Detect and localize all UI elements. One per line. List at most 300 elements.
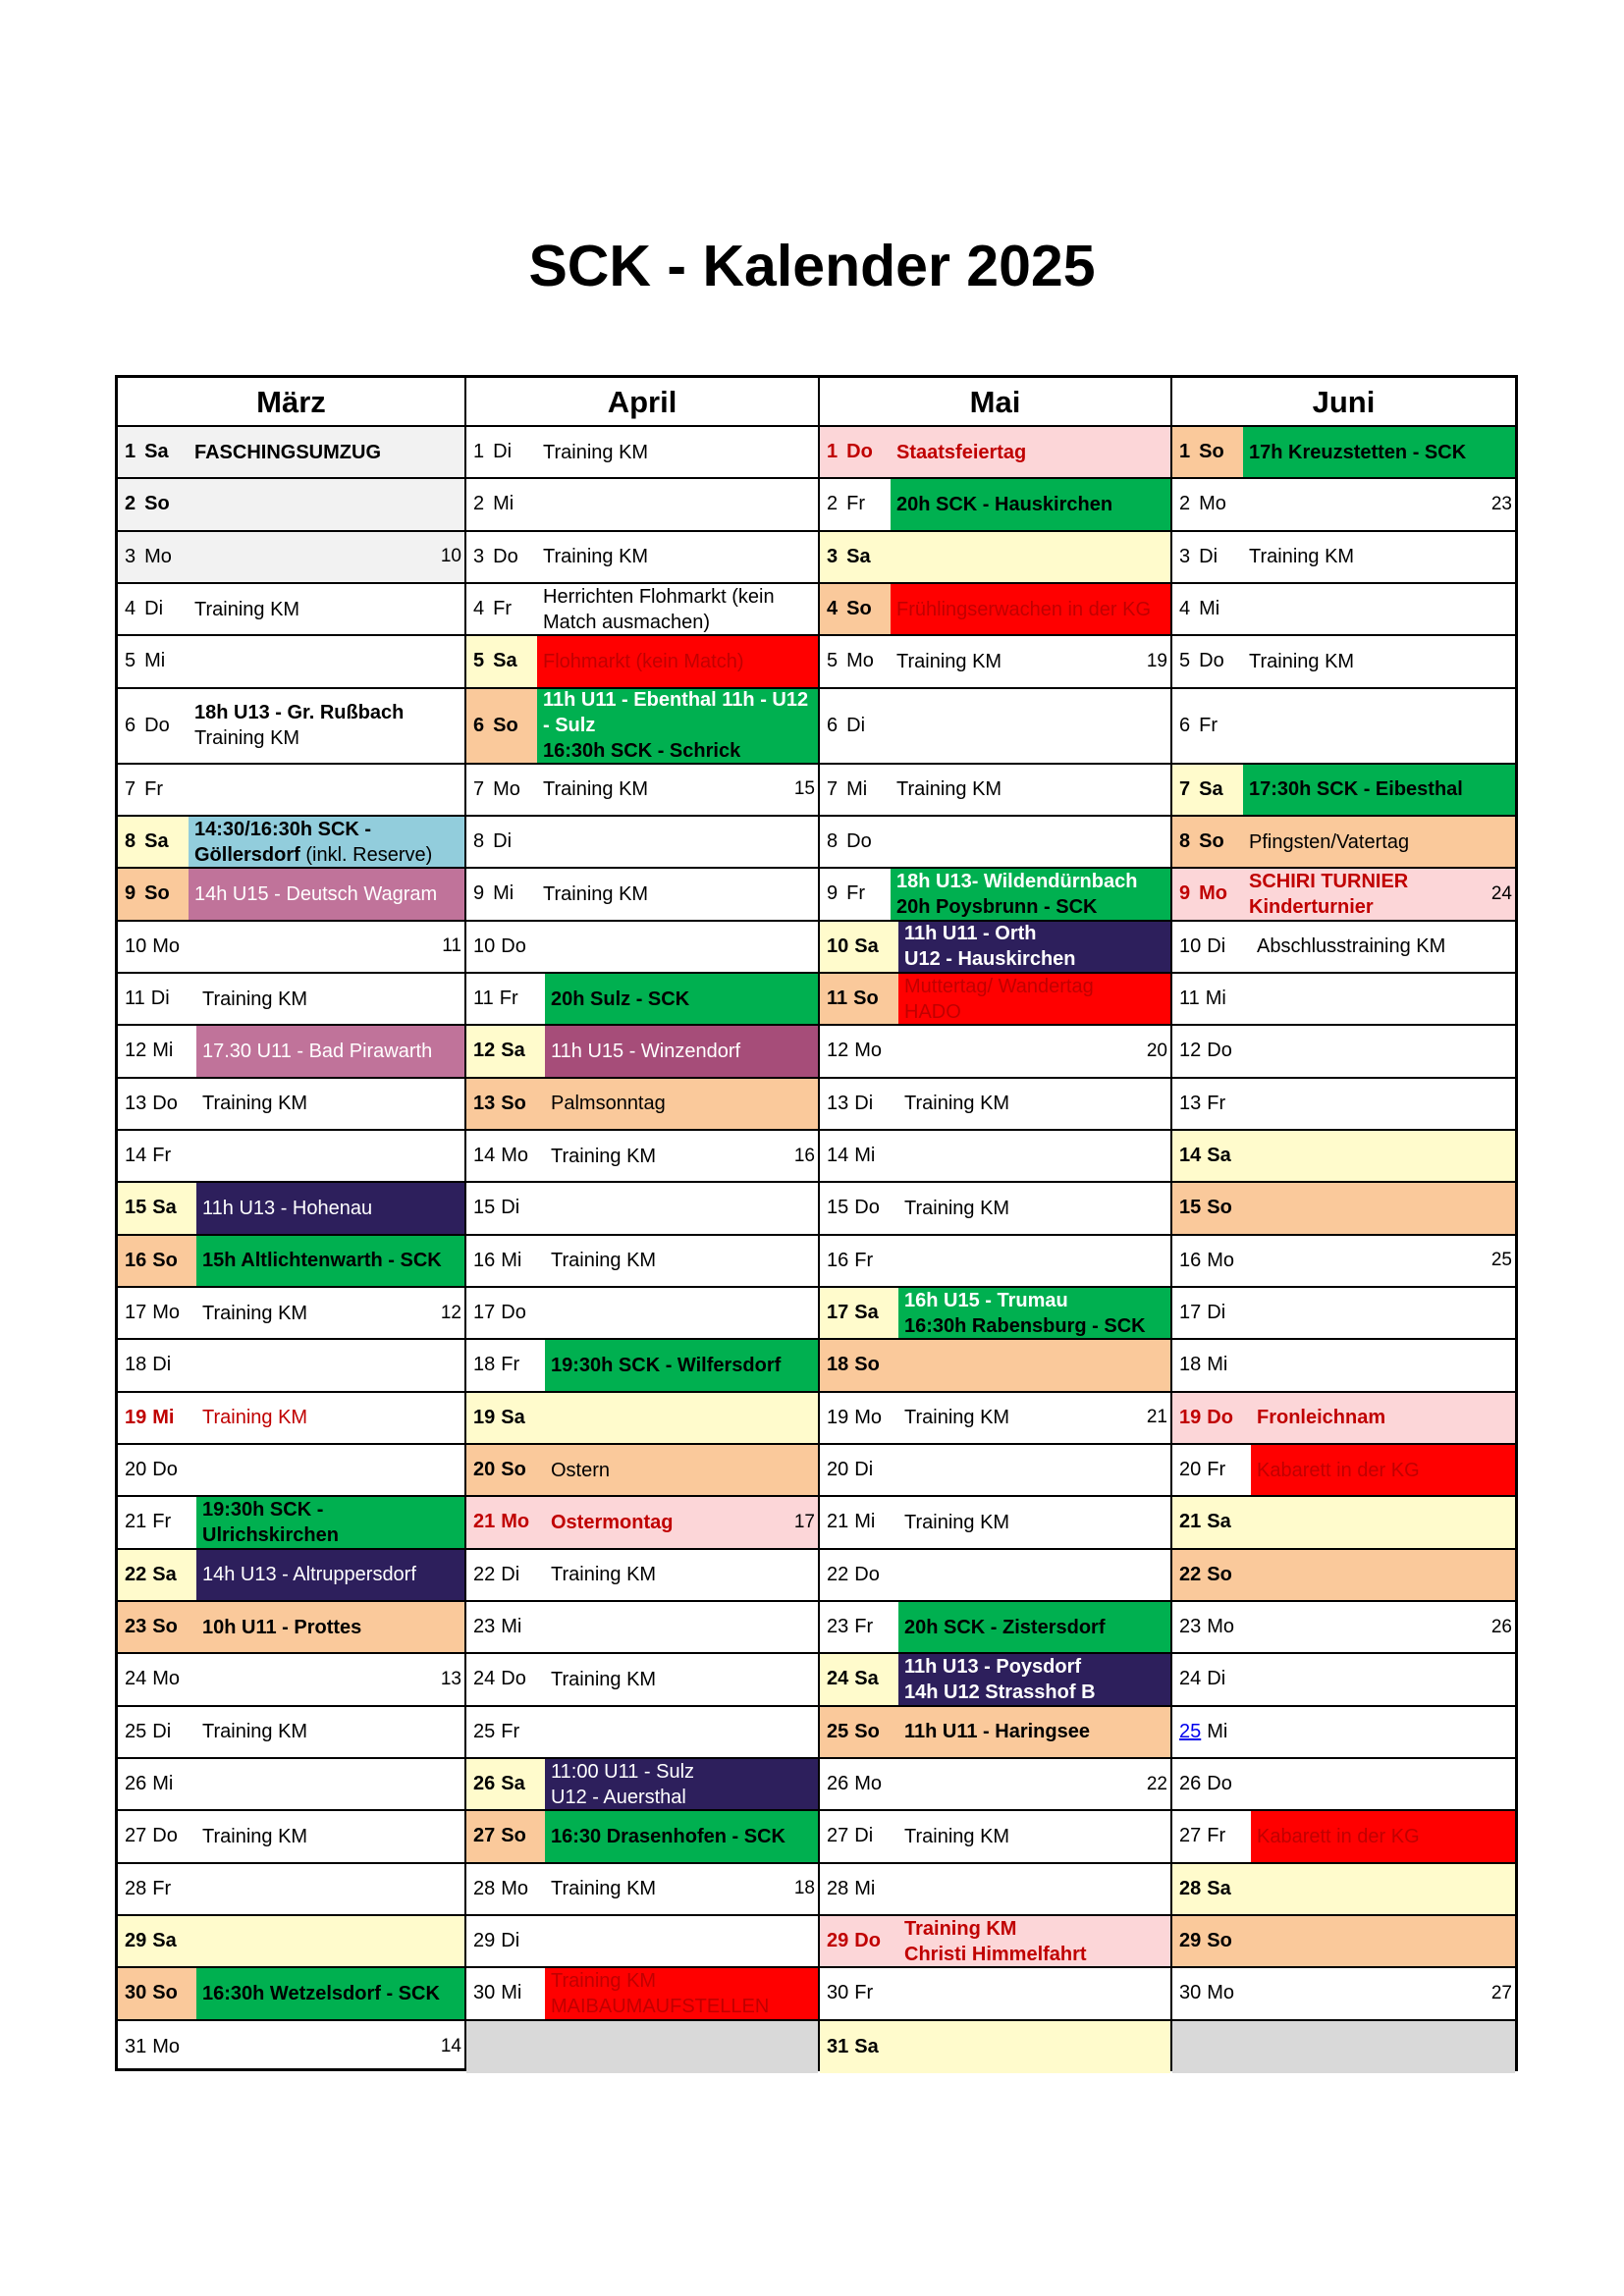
weekday: Di	[1199, 545, 1218, 567]
calendar-day-row	[118, 636, 464, 688]
event-text: Training KM	[543, 882, 649, 905]
event-cell	[545, 1236, 818, 1286]
event-cell	[1251, 1026, 1515, 1076]
day-cell	[466, 1811, 545, 1861]
calendar-day-row	[820, 584, 1170, 636]
day-cell	[466, 479, 537, 529]
calendar-day-row	[820, 869, 1170, 921]
calendar-day-row	[466, 1550, 818, 1602]
weekday: Do	[152, 1092, 178, 1114]
event-text: 20h Sulz - SCK	[551, 988, 690, 1010]
weekday: Mi	[501, 1616, 522, 1638]
calendar-day-row	[820, 427, 1170, 479]
day-cell	[118, 1079, 196, 1129]
weekday: Mi	[152, 1040, 174, 1062]
day-cell	[466, 1340, 545, 1390]
event-cell	[545, 974, 818, 1024]
day-number: 16	[827, 1249, 849, 1271]
day-cell	[1172, 1654, 1251, 1704]
calendar-day-row	[820, 1654, 1170, 1706]
calendar-day-row	[466, 1131, 818, 1183]
event-cell	[196, 1811, 464, 1861]
day-number: 18	[125, 1354, 147, 1376]
day-cell	[118, 1707, 196, 1757]
day-cell	[1172, 1550, 1251, 1600]
day-cell	[820, 1445, 898, 1495]
day-number: 16	[1179, 1249, 1202, 1271]
calendar-day-row	[466, 974, 818, 1026]
day-cell	[466, 1968, 545, 2018]
event-cell	[537, 817, 818, 867]
calendar-day-row	[466, 869, 818, 921]
weekday: Fr	[1207, 1092, 1226, 1114]
week-number: 22	[1146, 1773, 1167, 1794]
calendar-day-row	[1172, 1079, 1515, 1131]
calendar-day-row	[118, 1183, 464, 1235]
day-number: 27	[125, 1825, 147, 1847]
event-cell	[196, 974, 464, 1024]
calendar-day-row	[118, 974, 464, 1026]
day-cell	[1172, 1968, 1251, 2018]
event-cell	[898, 1340, 1170, 1390]
day-number: 3	[125, 545, 136, 567]
weekday: Di	[501, 1197, 520, 1219]
page-title: SCK - Kalender 2025	[528, 234, 1096, 298]
day-number: 17	[125, 1302, 147, 1324]
weekday: Mi	[854, 1511, 876, 1533]
month-header: Juni	[1172, 378, 1515, 427]
day-number: 27	[827, 1825, 849, 1847]
calendar-day-row	[820, 1759, 1170, 1811]
event-text: SCHIRI TURNIER Kinderturnier	[1249, 870, 1409, 918]
weekday: So	[1207, 1197, 1232, 1219]
day-number: 31	[125, 2035, 147, 2057]
weekday: Mo	[1207, 1616, 1235, 1638]
calendar-day-row	[466, 427, 818, 479]
day-cell	[820, 1602, 898, 1652]
weekday: Mo	[152, 934, 181, 957]
day-cell	[466, 1550, 545, 1600]
day-cell	[1172, 1916, 1251, 1966]
calendar-day-row	[118, 427, 464, 479]
day-number: 22	[473, 1563, 496, 1585]
calendar-day-row	[1172, 974, 1515, 1026]
calendar-day-row	[118, 869, 464, 921]
event-text: 16:30 Drasenhofen - SCK	[551, 1825, 785, 1847]
day-number: 19	[125, 1406, 147, 1428]
calendar-day-row	[820, 479, 1170, 531]
event-cell	[898, 1183, 1170, 1233]
day-number: 19	[1179, 1406, 1202, 1428]
day-number: 8	[827, 830, 839, 853]
calendar-day-row	[466, 2021, 818, 2073]
day-number: 20	[827, 1459, 849, 1481]
calendar-day-row	[1172, 1916, 1515, 1968]
event-cell	[545, 1602, 818, 1652]
event-cell	[1251, 1183, 1515, 1233]
calendar-day-row	[1172, 636, 1515, 688]
day-cell	[118, 1340, 196, 1390]
event-cell	[545, 1864, 818, 1914]
day-number: 5	[1179, 650, 1191, 672]
event-text: Training KM	[1249, 650, 1355, 672]
day-number: 13	[1179, 1092, 1202, 1114]
calendar-day-row	[118, 1968, 464, 2020]
day-cell	[1172, 1445, 1251, 1495]
weekday: Fr	[1207, 1459, 1226, 1481]
day-cell	[118, 765, 189, 815]
event-cell	[196, 1759, 464, 1809]
calendar-day-row	[820, 1445, 1170, 1497]
event-cell	[1251, 1236, 1515, 1286]
week-number: 21	[1146, 1407, 1167, 1428]
weekday: Mo	[501, 1877, 529, 1899]
event-text: Training KM	[904, 1197, 1010, 1219]
day-number: 28	[473, 1877, 496, 1899]
week-number: 14	[440, 2036, 461, 2057]
calendar-day-row	[1172, 1393, 1515, 1445]
event-cell	[891, 689, 1170, 763]
calendar-day-row	[820, 974, 1170, 1026]
day-number: 5	[125, 650, 136, 672]
event-cell	[1251, 1811, 1515, 1861]
calendar-day-row	[820, 1811, 1170, 1863]
calendar-day-row	[1172, 1864, 1515, 1916]
weekday: Di	[493, 441, 513, 463]
calendar-day-row	[118, 817, 464, 869]
calendar-day-row	[820, 1340, 1170, 1392]
calendar-day-row	[1172, 1968, 1515, 2020]
calendar-day-row	[820, 2021, 1170, 2073]
day-number: 4	[1179, 598, 1191, 620]
day-number: 10	[1179, 934, 1202, 957]
day-number: 28	[827, 1877, 849, 1899]
calendar-day-row	[1172, 922, 1515, 974]
day-number: 29	[473, 1930, 496, 1952]
calendar-day-row	[820, 1026, 1170, 1078]
weekday: Di	[152, 1720, 172, 1742]
day-cell	[466, 1864, 545, 1914]
calendar-day-row	[1172, 1497, 1515, 1549]
weekday: So	[152, 1982, 178, 2004]
event-cell	[898, 1079, 1170, 1129]
day-cell	[118, 584, 189, 634]
day-number: 27	[1179, 1825, 1202, 1847]
weekday: Mi	[501, 1249, 522, 1271]
day-cell	[1172, 689, 1243, 763]
event-cell	[898, 974, 1170, 1024]
event-cell	[545, 1550, 818, 1600]
event-text: Training KM	[904, 1511, 1010, 1533]
calendar-day-row	[118, 1236, 464, 1288]
calendar-day-row	[820, 1079, 1170, 1131]
day-number: 13	[473, 1092, 496, 1114]
day-number: 18	[473, 1354, 496, 1376]
day-cell	[118, 974, 196, 1024]
event-cell	[196, 922, 464, 972]
event-cell	[545, 1707, 818, 1757]
calendar-day-row	[820, 765, 1170, 817]
day-number: 14	[473, 1145, 496, 1167]
day-number: 21	[827, 1511, 849, 1533]
calendar-day-row	[820, 922, 1170, 974]
day-cell	[820, 532, 891, 582]
weekday: Mo	[501, 1145, 529, 1167]
calendar-day-row	[820, 817, 1170, 869]
weekday: Di	[152, 1354, 172, 1376]
weekday: Mi	[846, 777, 868, 800]
event-text: 20h SCK - Zistersdorf	[904, 1616, 1106, 1638]
weekday: Mo	[1207, 1249, 1235, 1271]
day-cell	[1172, 1131, 1251, 1181]
event-cell	[1251, 1131, 1515, 1181]
day-number: 20	[125, 1459, 147, 1481]
calendar-day-row	[1172, 1288, 1515, 1340]
event-text: Training KM	[551, 1250, 657, 1272]
day-cell	[1172, 1026, 1251, 1076]
day-number: 5	[827, 650, 839, 672]
calendar-day-row	[118, 1811, 464, 1863]
week-number: 12	[440, 1302, 461, 1323]
event-cell	[1243, 869, 1515, 919]
day-cell	[1172, 584, 1243, 634]
event-cell	[1251, 922, 1515, 972]
event-cell	[891, 765, 1170, 815]
calendar-day-row	[1172, 1340, 1515, 1392]
event-text: Flohmarkt (kein Match)	[543, 650, 744, 672]
event-cell	[537, 584, 818, 634]
calendar-day-row	[466, 1288, 818, 1340]
event-cell	[1251, 1497, 1515, 1547]
event-text: Pfingsten/Vatertag	[1249, 830, 1410, 853]
weekday: Di	[493, 830, 513, 853]
event-cell	[196, 1079, 464, 1129]
day-number: 3	[1179, 545, 1191, 567]
day-cell	[1172, 1393, 1251, 1443]
event-cell	[898, 1236, 1170, 1286]
weekday: Mo	[1199, 493, 1226, 515]
calendar-day-row	[466, 636, 818, 688]
weekday: Fr	[854, 1982, 874, 2004]
weekday: Do	[846, 830, 872, 853]
event-text: Abschlusstraining KM	[1257, 935, 1446, 958]
weekday: Mo	[1199, 882, 1228, 905]
day-number: 10	[473, 934, 496, 957]
event-cell	[1251, 1288, 1515, 1338]
day-cell	[1172, 1183, 1251, 1233]
day-cell	[118, 1916, 196, 1966]
event-cell	[545, 1026, 818, 1076]
month-column-4	[1170, 378, 1515, 2068]
day-cell	[820, 1183, 898, 1233]
day-number: 7	[473, 777, 485, 800]
calendar-day-row	[820, 1183, 1170, 1235]
day-number: 27	[473, 1825, 496, 1847]
calendar-day-row	[118, 1654, 464, 1706]
day-cell	[466, 1497, 545, 1547]
weekday: Di	[1207, 1302, 1226, 1324]
day-number[interactable]: 25	[1179, 1720, 1202, 1742]
event-cell	[898, 1497, 1170, 1547]
weekday: Sa	[846, 545, 871, 567]
event-cell	[891, 636, 1170, 686]
day-cell	[118, 1654, 196, 1704]
event-text: Training KM	[904, 1093, 1010, 1115]
event-text: 16:30h Wetzelsdorf - SCK	[202, 1982, 440, 2004]
day-cell	[466, 1445, 545, 1495]
event-cell	[898, 1131, 1170, 1181]
day-number: 9	[1179, 882, 1191, 905]
day-number: 1	[125, 441, 136, 463]
day-number: 6	[1179, 714, 1191, 736]
weekday: Fr	[501, 1720, 520, 1742]
calendar-day-row	[1172, 2021, 1515, 2073]
calendar-day-row	[1172, 532, 1515, 584]
day-number: 4	[125, 598, 136, 620]
day-cell	[118, 1602, 196, 1652]
day-cell	[820, 1497, 898, 1547]
event-text: Training KM	[202, 1721, 308, 1743]
weekday: Sa	[152, 1197, 177, 1219]
event-cell	[898, 1916, 1170, 1966]
weekday: Fr	[493, 598, 513, 620]
calendar-day-row	[1172, 1602, 1515, 1654]
event-text: Training KM	[551, 1668, 657, 1690]
weekday: Mi	[493, 493, 514, 515]
day-cell	[118, 427, 189, 477]
month-header: März	[118, 378, 464, 427]
day-number: 2	[473, 493, 485, 515]
weekday: Do	[501, 1302, 526, 1324]
weekday: Do	[152, 1459, 178, 1481]
weekday: Sa	[152, 1930, 177, 1952]
day-number: 28	[125, 1877, 147, 1899]
day-number: 26	[125, 1773, 147, 1795]
event-cell	[545, 1288, 818, 1338]
day-number: 30	[125, 1982, 147, 2004]
day-number: 21	[473, 1511, 496, 1533]
event-cell	[196, 1654, 464, 1704]
weekday: Mo	[152, 2035, 181, 2057]
calendar-day-row	[118, 1340, 464, 1392]
day-cell	[466, 869, 537, 919]
calendar-day-row	[466, 532, 818, 584]
event-text: 16h U15 - Trumau 16:30h Rabensburg - SCK	[904, 1289, 1146, 1337]
event-text: Training KM	[551, 1145, 657, 1167]
day-cell	[118, 532, 189, 582]
day-number: 12	[827, 1040, 849, 1062]
day-cell	[466, 974, 545, 1024]
weekday: So	[854, 1354, 880, 1376]
calendar-day-row	[1172, 1236, 1515, 1288]
event-text: Training KM	[1249, 546, 1355, 568]
weekday: Mo	[152, 1302, 181, 1324]
day-number: 10	[827, 934, 849, 957]
day-number: 30	[1179, 1982, 1202, 2004]
event-cell	[1251, 1759, 1515, 1809]
day-cell	[118, 1968, 196, 2018]
event-cell	[891, 817, 1170, 867]
day-number: 14	[125, 1145, 147, 1167]
calendar-day-row	[1172, 479, 1515, 531]
event-cell	[196, 1550, 464, 1600]
calendar-day-row	[820, 1288, 1170, 1340]
calendar-day-row	[118, 1707, 464, 1759]
day-number: 30	[827, 1982, 849, 2004]
day-number: 23	[125, 1616, 147, 1638]
event-cell	[898, 1445, 1170, 1495]
day-cell	[118, 1811, 196, 1861]
calendar-day-row	[466, 689, 818, 765]
day-cell	[820, 1393, 898, 1443]
calendar-day-row	[118, 1079, 464, 1131]
calendar-table	[115, 375, 1518, 2071]
day-cell	[820, 1916, 898, 1966]
week-number: 27	[1490, 1982, 1512, 2003]
event-cell	[1251, 1393, 1515, 1443]
day-cell	[118, 1236, 196, 1286]
calendar-day-row	[118, 1445, 464, 1497]
day-number: 28	[1179, 1877, 1202, 1899]
week-number: 17	[793, 1511, 815, 1532]
weekday: Di	[854, 1825, 874, 1847]
day-number: 24	[1179, 1668, 1202, 1690]
event-text: Training KM	[202, 988, 308, 1010]
event-text: 18h U13- Wildendürnbach 20h Poysbrunn - SCK	[896, 870, 1138, 918]
event-text: Ostermontag	[551, 1511, 674, 1533]
weekday: Mi	[854, 1145, 876, 1167]
calendar-day-row	[466, 1183, 818, 1235]
event-text: Kabarett in der KG	[1257, 1825, 1420, 1847]
day-number: 3	[827, 545, 839, 567]
calendar-day-row	[820, 1236, 1170, 1288]
event-cell	[537, 636, 818, 686]
weekday: Do	[854, 1930, 881, 1952]
day-cell	[820, 479, 891, 529]
event-cell	[898, 1968, 1170, 2018]
event-cell	[898, 1811, 1170, 1861]
event-cell	[545, 922, 818, 972]
month-column-2	[464, 378, 818, 2068]
event-text: Training KM	[202, 1302, 308, 1324]
day-number: 11	[125, 988, 145, 1010]
weekday: Do	[846, 441, 873, 463]
week-number: 16	[793, 1145, 815, 1166]
calendar-day-row	[820, 1550, 1170, 1602]
day-cell	[466, 1236, 545, 1286]
event-cell	[196, 1288, 464, 1338]
day-cell	[1172, 1707, 1251, 1757]
weekday: Fr	[152, 1511, 172, 1533]
calendar-day-row	[1172, 817, 1515, 869]
day-number: 2	[125, 493, 136, 515]
weekday: Sa	[854, 2035, 879, 2057]
day-number: 14	[827, 1145, 849, 1167]
day-cell	[820, 427, 891, 477]
day-cell	[820, 1968, 898, 2018]
event-text: 11h U11 - Haringsee	[904, 1721, 1090, 1743]
event-cell	[898, 922, 1170, 972]
week-number: 23	[1490, 493, 1512, 514]
day-cell	[118, 1497, 196, 1547]
event-cell	[1251, 1079, 1515, 1129]
day-number: 13	[125, 1092, 147, 1114]
event-cell	[537, 479, 818, 529]
event-cell	[545, 1079, 818, 1129]
event-text: Training KM	[202, 1825, 308, 1847]
event-cell	[1251, 974, 1515, 1024]
day-cell	[118, 2021, 196, 2073]
